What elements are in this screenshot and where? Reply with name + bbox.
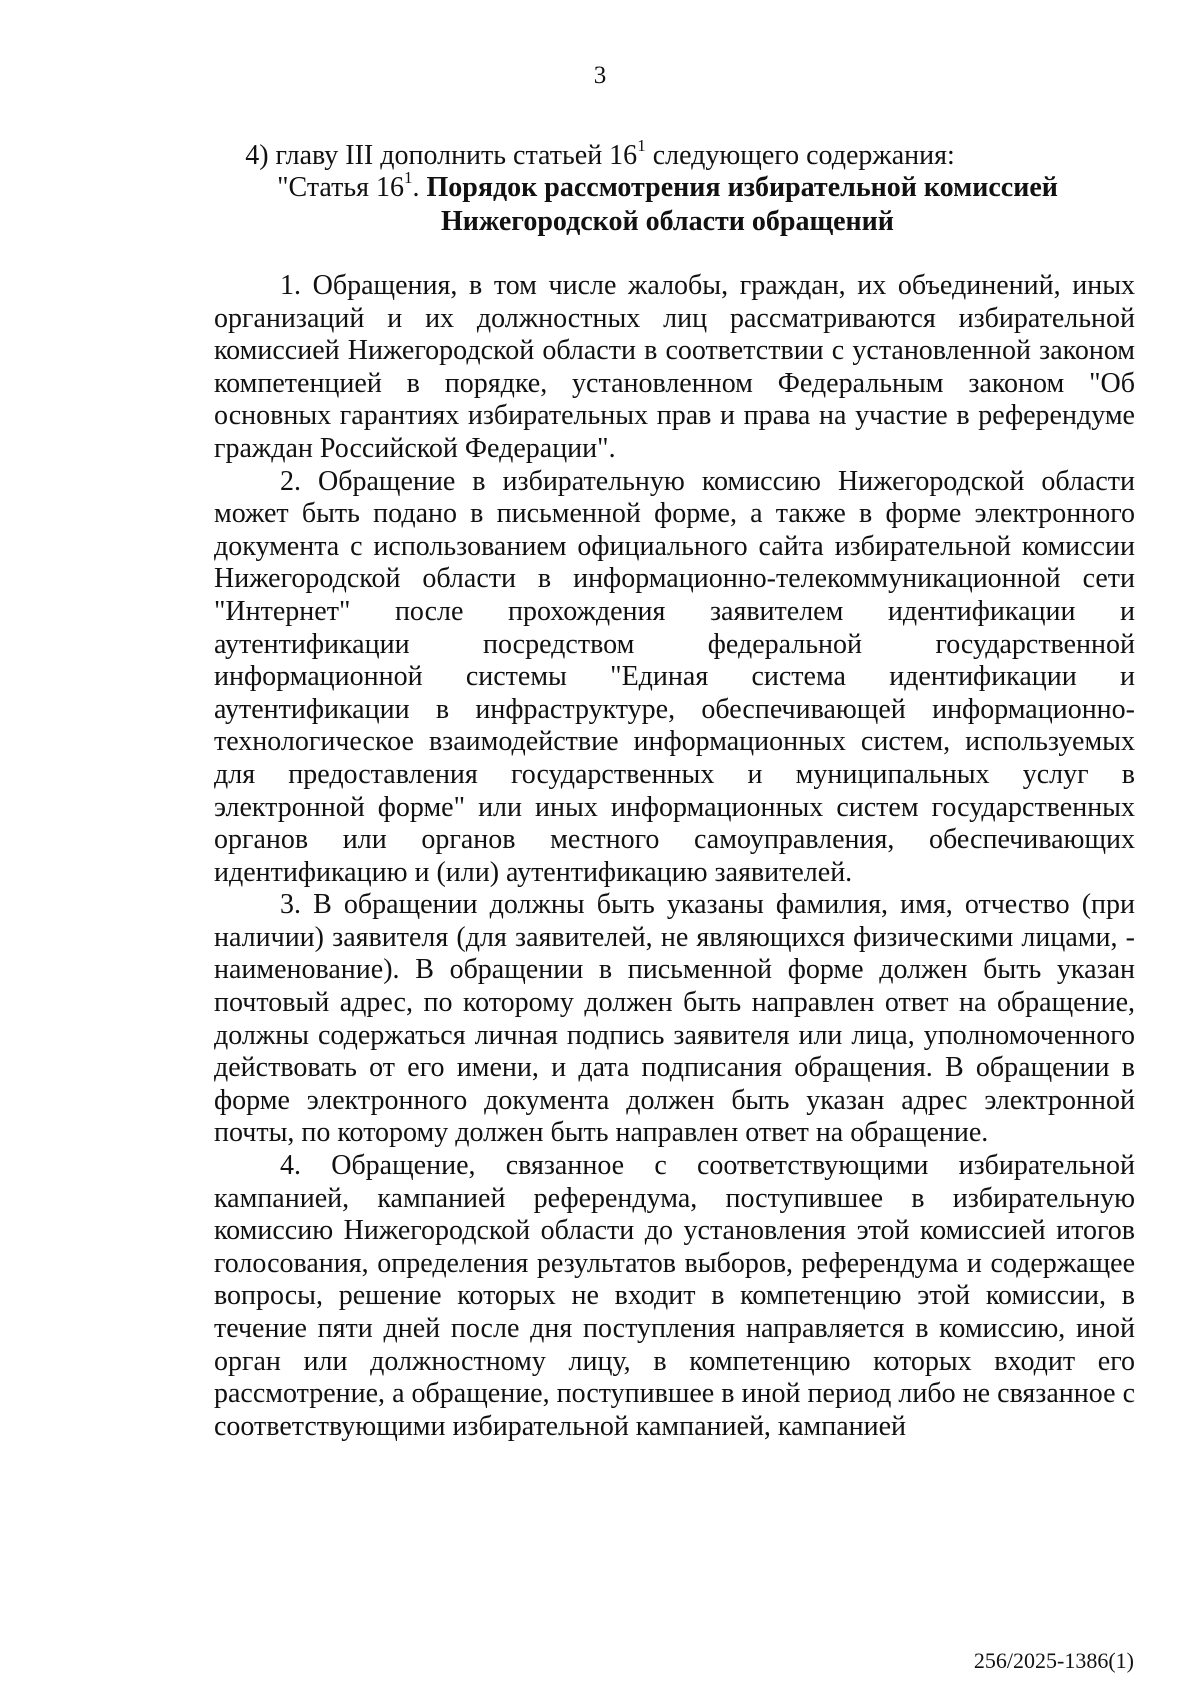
- page-number: 3: [593, 62, 607, 89]
- paragraph-4: 4. Обращение, связанное с соответствующими избирательной кампанией, кампанией референдума, поступившее в избирательную комиссию Нижегородской области до установления этой комиссией итогов голосования, определения результатов выборов, референдума и содержащее вопросы, решение которых не входит в компетенцию этой комиссии, в течение пяти дней после дня поступления направляется в комиссию, иной орган или должностному лицу, в компетенцию которых входит его рассмотрение, а обращение, поступившее в иной период либо не связанное с соответствующими избирательной кампанией, кампанией: [214, 1150, 1135, 1442]
- paragraph-1: 1. Обращения, в том числе жалобы, граждан, их объединений, иных организаций и их должностных лиц рассматриваются избирательной комиссией Нижегородской области в соответствии с установленной законом компетенцией в порядке, установленном Федеральным законом "Об основных гарантиях избирательных прав и права на участие в референдуме граждан Российской Федерации".: [214, 270, 1135, 464]
- article-body: [214, 270, 1135, 1443]
- article-heading: [200, 167, 1135, 239]
- paragraph-3: 3. В обращении должны быть указаны фамилия, имя, отчество (при наличии) заявителя (для заявителей, не являющихся физическими лицами, - наименование). В обращении в письменной форме должен быть указан почтовый адрес, по которому должен быть направлен ответ на обращение, должны содержаться личная подпись заявителя или лица, уполномоченного действовать от его имени, и дата подписания обращения. В обращении в форме электронного документа должен быть указан адрес электронной почты, по которому должен быть направлен ответ на обращение.: [214, 889, 1135, 1149]
- intro-superscript: 1: [637, 135, 646, 155]
- article-prefix: "Статья 16: [277, 172, 404, 203]
- intro-text-before: 4) главу III дополнить статьей 16: [245, 140, 638, 171]
- intro-text-after: следующего содержания:: [645, 140, 955, 171]
- document-code: 256/2025-1386(1): [973, 1648, 1134, 1673]
- article-title: Порядок рассмотрения избирательной комиссией Нижегородской области обращений: [426, 172, 1058, 237]
- article-prefix-end: .: [412, 172, 427, 203]
- article-superscript: 1: [404, 167, 413, 187]
- amendment-intro: [0, 135, 1200, 173]
- paragraph-2: 2. Обращение в избирательную комиссию Нижегородской области может быть подано в письменной форме, а также в форме электронного документа с использованием официального сайта избирательной комиссии Нижегородской области в информационно-телекоммуникационной сети "Интернет" после прохождения заявителем идентификации и аутентификации посредством федеральной государственной информационной системы "Единая система идентификации и аутентификации в инфраструктуре, обеспечивающей информационно-технологическое взаимодействие информационных систем, используемых для предоставления государственных и муниципальных услуг в электронной форме" или иных информационных систем государственных органов или органов местного самоуправления, обеспечивающих идентификацию и (или) аутентификацию заявителей.: [214, 465, 1135, 888]
